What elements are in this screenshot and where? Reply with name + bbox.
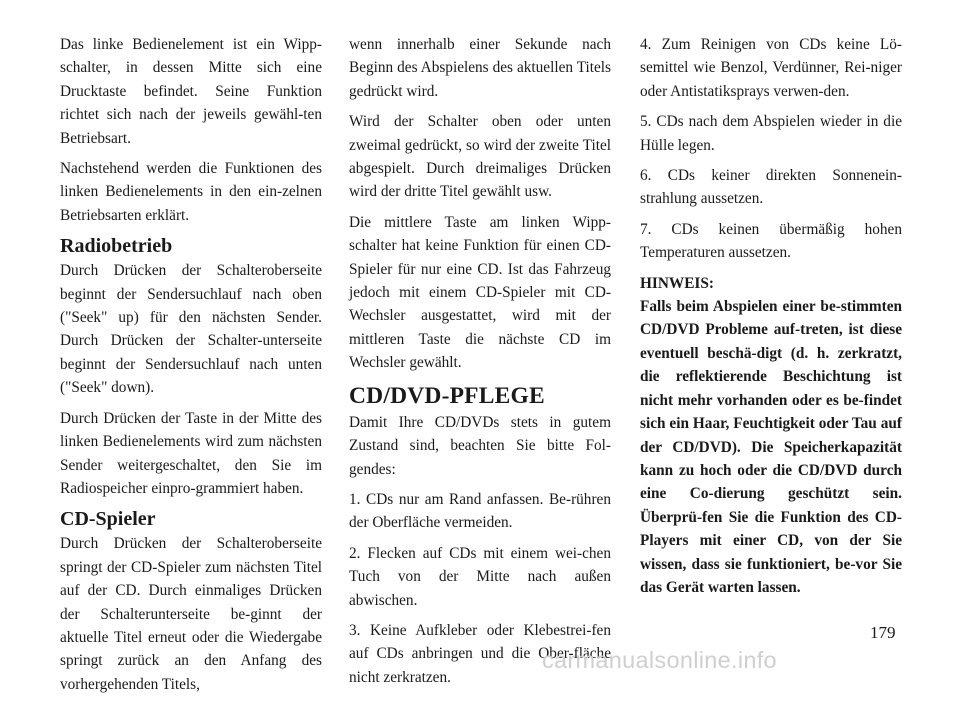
paragraph-radio-seek: Durch Drücken der Schalteroberseite beginnt der Sendersuchlauf nach oben ("Seek" up) für den nächsten Sender. Durch Drücken der Schalter-unterseite beginnt der Sendersuchlauf nach unten ("Seek" down). [60,262,322,397]
watermark: carmanualsonline.info [542,647,777,673]
list-item-care-4: 4. Zum Reinigen von CDs keine Lö-semittel wie Benzol, Verdünner, Rei-niger oder Antistatiksprays verwen-den. [640,36,902,100]
paragraph-rocker-switch-intro: Das linke Bedienelement ist ein Wipp-schalter, in dessen Mitte sich eine Drucktaste befindet. Seine Funktion richtet sich nach der jeweils gewähl-ten Betriebsart. [60,36,322,147]
heading-cd-player: CD-Spieler [60,508,156,531]
paragraph-cd-double-press: Wird der Schalter oben oder unten zweimal gedrückt, so wird der zweite Titel abgespielt. Durch dreimaliges Drücken wird der dritte Titel gewählt usw. [349,113,611,201]
note-text: Falls beim Abspielen einer be-stimmten CD/DVD Probleme auf-treten, ist diese eventuell beschä-digt (d. h. zerkratzt, die reflektierende Beschichtung ist nicht mehr vorhanden oder es be-findet sich ein Haar, Feuchtigkeit oder Tau auf der CD/DVD). Die Speicherkapazität kann zu hoch oder die CD/DVD durch eine Co-dierung geschützt sein. Überprü-fen Sie die Funktion des CD-Players mit einer CD, von der Sie wissen, dass sie funktioniert, be-vor Sie das Gerät warten lassen. [640,298,902,596]
paragraph-cd-track-skip: Durch Drücken der Schalteroberseite springt der CD-Spieler zum nächsten Titel auf der CD. Durch einmaliges Drücken der Schalterunterseite be-ginnt der aktuelle Titel erneut oder die Wiedergabe springt zurück an den Anfang des vorhergehenden Titels, [60,535,322,693]
list-item-care-5: 5. CDs nach dem Abspielen wieder in die Hülle legen. [640,113,902,154]
paragraph-cd-continued: wenn innerhalb einer Sekunde nach Beginn des Abspielens des aktuellen Titels gedrückt wird. [349,36,611,100]
list-item-care-1: 1. CDs nur am Rand anfassen. Be-rühren der Oberfläche vermeiden. [349,490,611,532]
page-number: 179 [870,623,896,642]
text-column-middle [349,33,611,696]
paragraph-functions-intro: Nachstehend werden die Funktionen des linken Bedienelements in den ein-zelnen Betriebsarten erklärt. [60,160,322,224]
heading-cd-dvd-care: CD/DVD-PFLEGE [349,382,545,409]
text-column-left [60,33,322,703]
list-item-care-7: 7. CDs keinen übermäßig hohen Temperaturen aussetzen. [640,220,902,262]
paragraph-radio-preset: Durch Drücken der Taste in der Mitte des linken Bedienelements wird zum nächsten Sender weitergeschaltet, den Sie im Radiospeicher einpro-grammiert haben. [60,409,322,497]
list-item-care-3: 3. Keine Aufkleber oder Klebestrei-fen auf CDs anbringen und die Ober-fläche nicht zerkratzen. [349,621,611,686]
text-column-right [640,33,902,599]
list-item-care-2: 2. Flecken auf CDs mit einem wei-chen Tuch von der Mitte nach außen abwischen. [349,544,611,609]
paragraph-care-intro: Damit Ihre CD/DVDs stets in gutem Zustand sind, beachten Sie bitte Fol-gendes: [349,413,611,478]
paragraph-center-button: Die mittlere Taste am linken Wipp-schalter hat keine Funktion für einen CD-Spieler für nur eine CD. Ist das Fahrzeug jedoch mit einem CD-Spieler mit CD-Wechsler ausgestattet, wird mit der mittleren Taste die nächste CD im Wechsler gewählt. [349,213,611,372]
note-label: HINWEIS: [640,274,714,292]
heading-radio-mode: Radiobetrieb [60,235,173,258]
list-item-care-6: 6. CDs keiner direkten Sonnenein-strahlung aussetzen. [640,167,902,208]
